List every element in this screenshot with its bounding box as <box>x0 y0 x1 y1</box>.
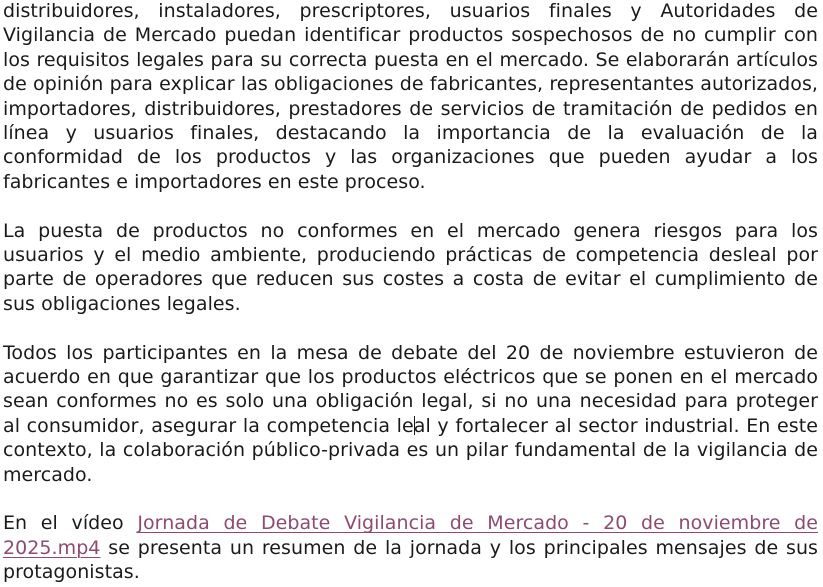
paragraph-obligations: distribuidores, instaladores, prescriptores, usuarios finales y Autoridades de Vigilancia de Mercado puedan identificar productos sospechosos de no cumplir con los requisitos legales para su correcta puesta en el mercado. Se elaborarán artículos de opinión para explicar las obligaciones de fabricantes, representantes autorizados, importadores, distribuidores, prestadores de servicios de tramitación de pedidos en línea y usuarios finales, destacando la importancia de la evaluación de la conformidad de los productos y las organizaciones que pueden ayudar a los fabricantes e importadores en este proceso. <box>3 0 818 193</box>
paragraph-text-after-caret: al y fortalecer al sector industrial. En este contexto, la colaboración público-privada es un pilar fundamental de la vigilancia de mercado. <box>3 414 818 486</box>
video-intro-text: En el vídeo <box>3 512 138 535</box>
video-summary-text: se presenta un resumen de la jornada y los principales mensajes de sus protagonistas. <box>3 536 818 584</box>
video-link[interactable]: Jornada de Debate Vigilancia de Mercado - 20 de noviembre de 2025.mp4 <box>3 512 819 559</box>
paragraph-text-before-caret: Todos los participantes en la mesa de debate del 20 de noviembre estuvieron de acuerdo en que garantizar que los productos eléctricos que se ponen en el mercado sean conformes no es solo una obligación legal, si no una necesidad para proteger al consumidor, asegurar la competencia le <box>3 341 818 437</box>
paragraph-video <box>3 511 818 584</box>
paragraph-debate-conclusions <box>3 341 818 487</box>
document-body <box>3 0 818 585</box>
paragraph-risks: La puesta de productos no conformes en el mercado genera riesgos para los usuarios y el medio ambiente, produciendo prácticas de competencia desleal por parte de operadores que reducen sus costes a costa de evitar el cumplimiento de sus obligaciones legales. <box>3 219 818 315</box>
